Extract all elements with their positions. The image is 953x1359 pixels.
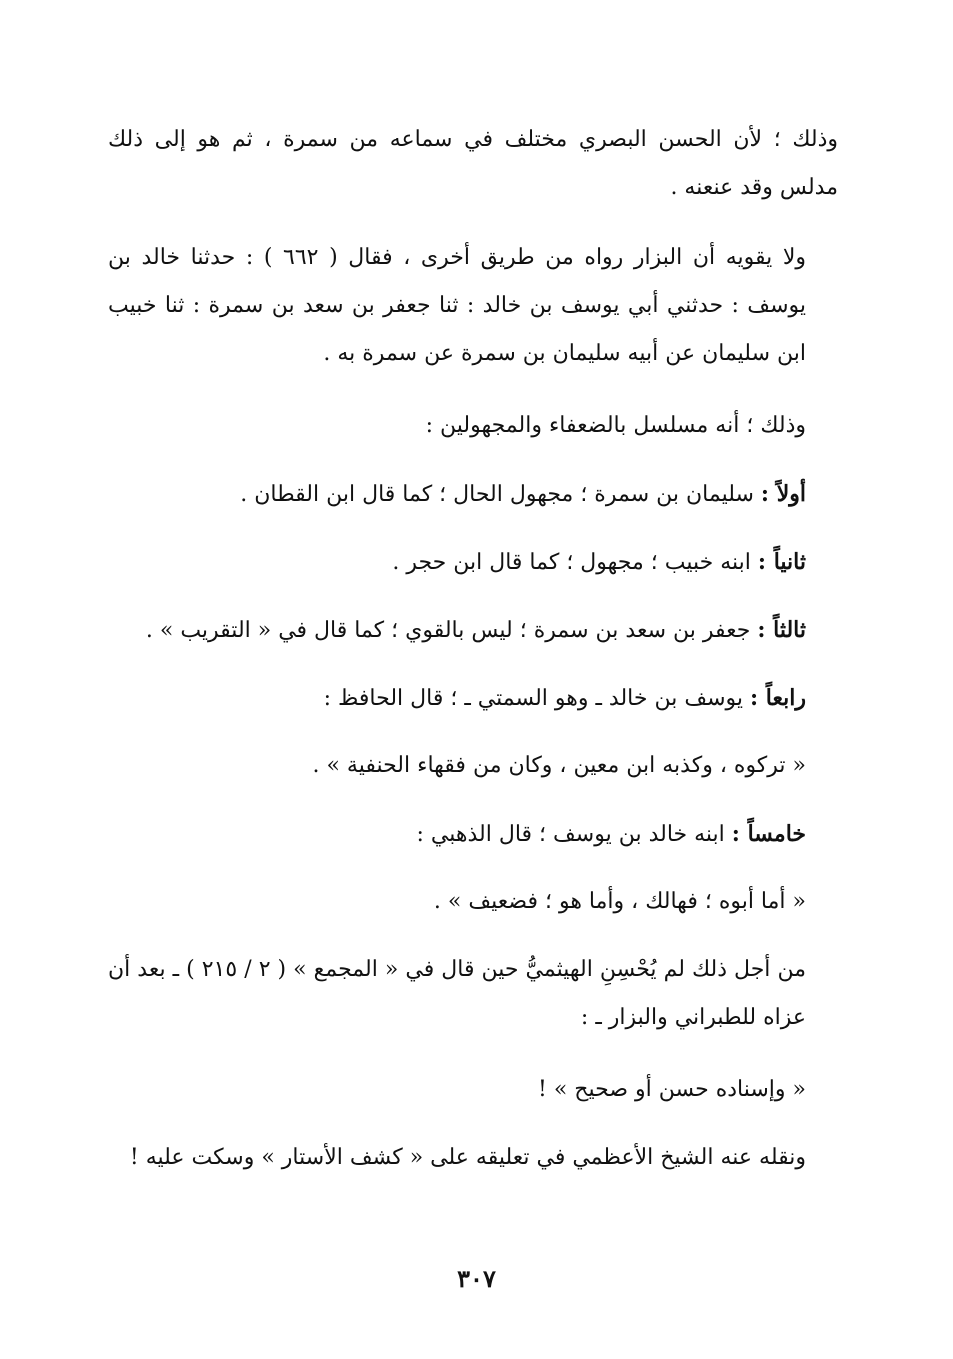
ordinal-label: رابعاً :: [750, 685, 806, 711]
paragraph-hasan-basri: [108, 116, 838, 212]
list-item-second: [108, 538, 838, 587]
list-item-text: ابنه خبيب ؛ مجهول ؛ كما قال ابن حجر .: [392, 550, 751, 575]
quote-isnad: [108, 1066, 838, 1114]
paragraph-weak-narrators-intro: [108, 402, 838, 450]
list-item-text: جعفر بن سعد بن سمرة ؛ ليس بالقوي ؛ كما قال في « التقريب » .: [145, 618, 751, 643]
paragraph-haythami: [108, 946, 838, 1042]
list-item-third: [108, 606, 838, 655]
list-item-text: سليمان بن سمرة ؛ مجهول الحال ؛ كما قال ابن القطان .: [240, 482, 754, 507]
ordinal-label: ثانياً :: [757, 549, 806, 575]
quote-text: « أما أبوه ؛ فهالك ، وأما هو ؛ فضعيف » .: [433, 889, 806, 914]
page-number: ٣٠٧: [457, 1264, 496, 1293]
ordinal-label: أولاً :: [760, 481, 806, 507]
paragraph-text: من أجل ذلك لم يُحْسِنِ الهيثميُّ حين قال في « المجمع » ( ٢ / ٢١٥ ) ـ بعد أن عزاه للطبراني والبزار ـ :: [108, 957, 806, 1030]
paragraph-text: ونقله عنه الشيخ الأعظمي في تعليقه على « كشف الأستار » وسكت عليه !: [129, 1145, 806, 1170]
quote-dhahabi: [108, 878, 838, 926]
paragraph-azami: [108, 1134, 838, 1182]
ordinal-label: خامساً :: [731, 821, 806, 847]
list-item-text: يوسف بن خالد ـ وهو السمتي ـ ؛ قال الحافظ :: [323, 686, 744, 711]
paragraph-text: وذلك ؛ أنه مسلسل بالضعفاء والمجهولين :: [425, 413, 806, 438]
quote-text: « وإسناده حسن أو صحيح » !: [538, 1077, 806, 1102]
list-item-first: [108, 470, 838, 519]
quote-hafiz: [108, 742, 838, 790]
list-item-text: ابنه خالد بن يوسف ؛ قال الذهبي :: [416, 822, 725, 847]
ordinal-label: ثالثاً :: [757, 617, 806, 643]
paragraph-text: وذلك ؛ لأن الحسن البصري مختلف في سماعه من سمرة ، ثم هو إلى ذلك مدلس وقد عنعنه .: [108, 127, 838, 200]
quote-text: « تركوه ، وكذبه ابن معين ، وكان من فقهاء الحنفية » .: [312, 753, 806, 778]
list-item-fifth: [108, 810, 838, 859]
paragraph-bazzar-chain: [108, 234, 838, 378]
paragraph-text: ولا يقويه أن البزار رواه من طريق أخرى ، فقال ( ٦٦٢ ) : حدثنا خالد بن يوسف : حدثني أبي يوسف بن خالد : ثنا جعفر بن سعد بن سمرة : ثنا خبيب ابن سليمان عن أبيه سليمان بن سمرة عن سمرة به .: [108, 245, 806, 366]
list-item-fourth: [108, 674, 838, 723]
